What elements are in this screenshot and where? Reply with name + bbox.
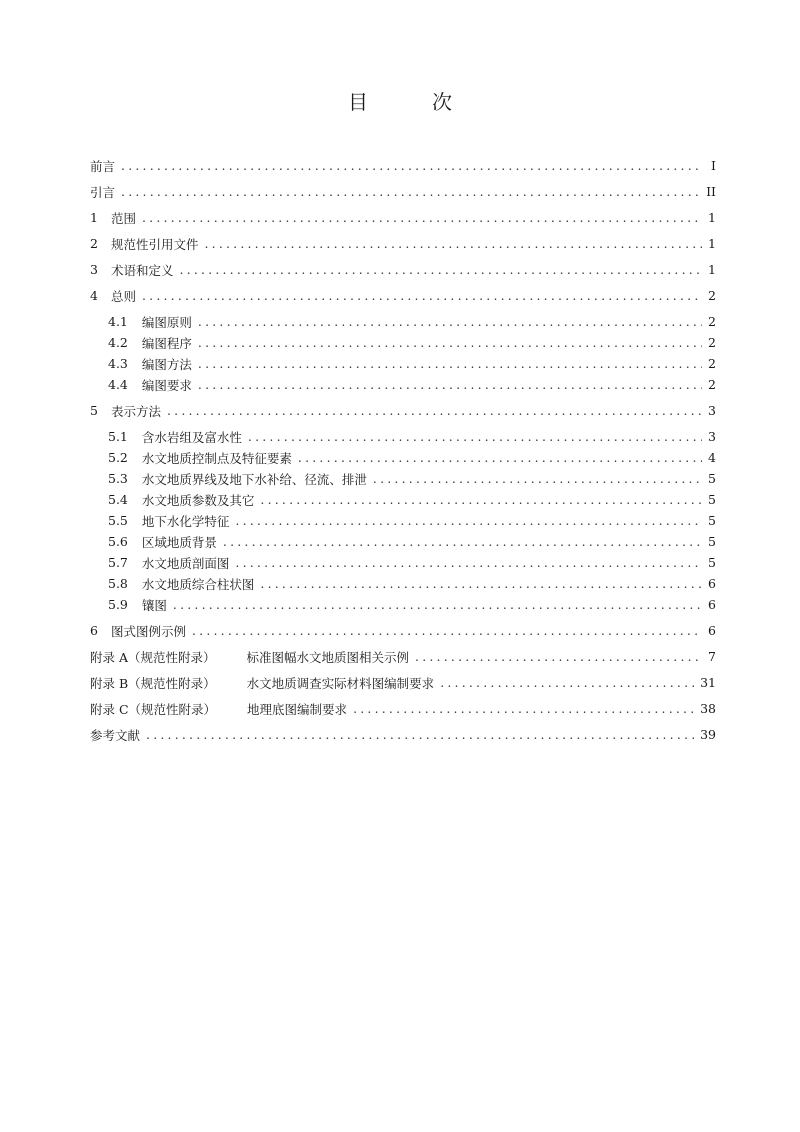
toc-entry-label: 水文地质调查实际材料图编制要求 [246,675,435,691]
dot-leader [198,314,702,329]
toc-entry-number: 附录 A（规范性附录） [90,649,216,665]
toc-entry-page: 31 [700,675,716,690]
toc-entry-page: 3 [708,403,716,418]
toc-entry-number: 5.6 [108,534,128,549]
dot-leader [298,450,702,465]
toc-entry-page: 1 [708,262,716,277]
toc-entry-label: 总则 [110,288,136,304]
dot-leader [146,727,694,742]
toc-entry-number: 4.4 [108,377,128,392]
toc-entry-label: 地理底图编制要求 [247,701,348,717]
toc-entry-label: 水文地质控制点及特征要素 [141,450,292,466]
toc-entry-number: 5.4 [108,492,128,507]
toc-entry-number: 5.3 [108,471,128,486]
toc-entry[interactable] [90,353,716,374]
toc-entry-page: 5 [708,492,716,507]
toc-entry-label: 表示方法 [110,403,161,419]
toc-entry[interactable] [90,552,716,573]
dot-leader [235,555,702,570]
toc-entry-page: 6 [708,597,716,612]
toc-entry-number: 4.1 [108,314,128,329]
toc-entry-page: 39 [700,727,716,742]
toc-entry[interactable] [90,594,716,615]
toc-entry-page: II [706,184,716,199]
toc-entry[interactable] [90,155,716,176]
dot-leader [198,377,702,392]
dot-leader [260,492,702,507]
toc-entry-number: 5.9 [108,597,128,612]
toc-entry-number: 5.8 [108,576,128,591]
toc-entry-number: 5.7 [108,555,128,570]
toc-entry-page: 1 [708,236,716,251]
toc-entry-number: 1 [90,210,98,225]
dot-leader [198,356,702,371]
toc-entry[interactable] [90,233,716,254]
dot-leader [167,403,702,418]
dot-leader [142,210,702,225]
toc-entry-page: 6 [708,623,716,638]
toc-entry-label: 范围 [110,210,136,226]
toc-entry-label: 含水岩组及富水性 [141,429,242,445]
toc-entry[interactable] [90,259,716,280]
toc-entry-number: 2 [90,236,98,251]
toc-entry[interactable] [90,311,716,332]
toc-entry[interactable] [90,426,716,447]
toc-entry-label: 术语和定义 [110,262,174,278]
dot-leader [373,471,702,486]
toc-entry-number: 4 [90,288,98,303]
toc-entry-page: 2 [708,377,716,392]
toc-entry-number: 5 [90,403,98,418]
dot-leader [353,701,694,716]
toc-entry[interactable] [90,400,716,421]
toc-entry-page: 5 [708,471,716,486]
dot-leader [173,597,702,612]
toc-entry-page: 1 [708,210,716,225]
toc-entry[interactable] [90,489,716,510]
toc-entry[interactable] [90,620,716,641]
toc-entry[interactable] [90,531,716,552]
toc-entry-label: 前言 [90,158,116,174]
toc-entry[interactable] [90,724,716,745]
toc-entry-page: 2 [708,314,716,329]
toc-entry[interactable] [90,573,716,594]
toc-entry-number: 5.5 [108,513,128,528]
toc-entry[interactable] [90,646,716,667]
toc-entry-page: 5 [708,555,716,570]
dot-leader [223,534,702,549]
toc-entry-page: I [711,158,716,173]
toc-entry-label: 编图要求 [141,377,192,393]
toc-entry-page: 3 [708,429,716,444]
toc-entry-page: 2 [708,288,716,303]
toc-entry-label: 水文地质界线及地下水补给、径流、排泄 [141,471,367,487]
toc-entry-label: 图式图例示例 [110,623,186,639]
toc-entry[interactable] [90,447,716,468]
toc-entry-number: 4.3 [108,356,128,371]
toc-entry-number: 5.1 [108,429,128,444]
page-title: 目 次 [348,90,474,114]
toc-entry-label: 水文地质参数及其它 [141,492,255,508]
toc-entry-label: 编图原则 [141,314,192,330]
dot-leader [440,675,694,690]
toc-entry[interactable] [90,698,716,719]
dot-leader [121,158,702,173]
toc-entry[interactable] [90,510,716,531]
toc-entry-number: 附录 B（规范性附录） [90,675,216,691]
toc-entry[interactable] [90,374,716,395]
toc-entry[interactable] [90,672,716,693]
dot-leader [260,576,702,591]
toc-entry-page: 38 [700,701,716,716]
toc-entry-label: 规范性引用文件 [110,236,199,252]
toc-entry-page: 5 [708,534,716,549]
toc-entry-label: 参考文献 [90,727,141,743]
toc-entry[interactable] [90,207,716,228]
dot-leader [235,513,702,528]
toc-entry-label: 编图程序 [141,335,192,351]
dot-leader [179,262,702,277]
dot-leader [198,335,702,350]
toc-entry-page: 2 [708,356,716,371]
dot-leader [248,429,702,444]
toc-entry-label: 引言 [90,184,116,200]
toc-entry-label: 镶图 [141,597,167,613]
toc-entry-label: 水文地质综合柱状图 [141,576,255,592]
dot-leader [142,288,702,303]
toc-entry-number: 5.2 [108,450,128,465]
toc-entry[interactable] [90,285,716,306]
toc-entry-label: 标准图幅水文地质图相关示例 [246,649,410,665]
toc-entry-number: 3 [90,262,98,277]
table-of-contents [90,150,716,745]
toc-entry[interactable] [90,468,716,489]
toc-entry-page: 7 [708,649,716,664]
toc-entry-number: 附录 C（规范性附录） [90,701,217,717]
toc-entry-label: 编图方法 [141,356,192,372]
toc-entry-page: 4 [708,450,716,465]
dot-leader [204,236,702,251]
toc-entry-number: 4.2 [108,335,128,350]
toc-entry-number: 6 [90,623,98,638]
toc-entry-label: 区域地质背景 [141,534,217,550]
dot-leader [121,184,700,199]
toc-entry-label: 水文地质剖面图 [141,555,230,571]
toc-entry-page: 6 [708,576,716,591]
toc-entry-page: 2 [708,335,716,350]
dot-leader [192,623,702,638]
toc-entry[interactable] [90,332,716,353]
toc-entry-page: 5 [708,513,716,528]
toc-entry-label: 地下水化学特征 [141,513,230,529]
toc-entry[interactable] [90,181,716,202]
dot-leader [415,649,702,664]
